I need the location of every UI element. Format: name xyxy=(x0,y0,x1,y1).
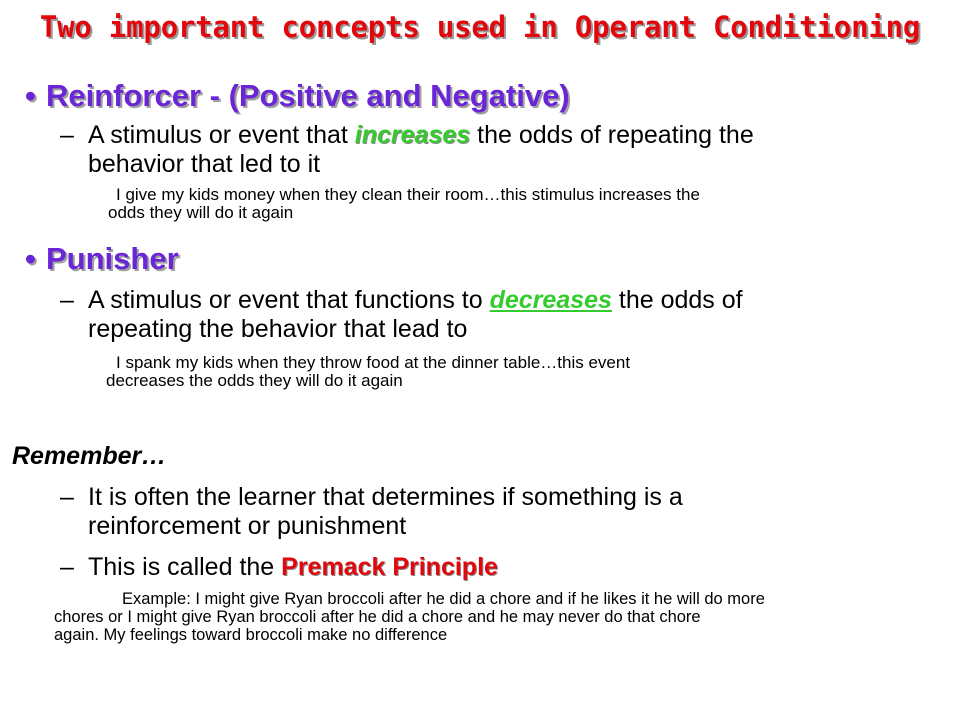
punisher-definition xyxy=(60,286,948,344)
reinforcer-definition-line2: behavior that led to it xyxy=(88,150,321,178)
punisher-example-line2: decreases the odds they will do it again xyxy=(106,371,403,390)
reinforcer-definition xyxy=(60,121,948,179)
dash-icon: – xyxy=(60,286,74,314)
decreases-highlight: decreases xyxy=(489,286,612,314)
bullet-icon: • xyxy=(25,78,36,113)
remember-example-line3: again. My feelings toward broccoli make no difference xyxy=(54,626,448,644)
dash-icon: – xyxy=(60,483,74,511)
punisher-definition-line1: A stimulus or event that functions to decreases the odds of xyxy=(88,286,743,314)
premack-principle-highlight: Premack Principle xyxy=(281,553,498,581)
punisher-example-line1: I spank my kids when they throw food at the dinner table…this event xyxy=(116,353,631,372)
remember-example xyxy=(54,590,954,644)
remember-point-1 xyxy=(60,483,948,541)
punisher-example xyxy=(106,354,946,390)
slide-title: Two important concepts used in Operant Conditioning xyxy=(39,10,921,44)
remember-point-1-line1: It is often the learner that determines if something is a xyxy=(88,483,683,511)
remember-point-2: – This is called the Premack Principle xyxy=(60,553,498,581)
punisher-heading-text: Punisher xyxy=(46,241,179,276)
reinforcer-example xyxy=(108,186,948,222)
reinforcer-heading-text: Reinforcer - (Positive and Negative) xyxy=(46,78,570,113)
reinforcer-example-line1: I give my kids money when they clean their room…this stimulus increases the xyxy=(116,185,700,204)
remember-example-line1: Example: I might give Ryan broccoli after he did a chore and if he likes it he will do more xyxy=(122,590,765,608)
punisher-definition-line2: repeating the behavior that lead to xyxy=(88,315,468,343)
remember-point-1-line2: reinforcement or punishment xyxy=(88,512,407,540)
remember-example-line2: chores or I might give Ryan broccoli after he did a chore and he may never do that chore xyxy=(54,608,701,626)
punisher-heading xyxy=(25,241,179,277)
dash-icon: – xyxy=(60,121,74,149)
reinforcer-example-line2: odds they will do it again xyxy=(108,203,294,222)
bullet-icon: • xyxy=(25,241,36,276)
increases-highlight: increases xyxy=(354,121,471,149)
reinforcer-heading xyxy=(25,78,570,114)
dash-icon: – xyxy=(60,553,74,581)
remember-label: Remember… xyxy=(12,442,167,470)
reinforcer-definition-line1: A stimulus or event that increases the odds of repeating the xyxy=(88,121,754,149)
